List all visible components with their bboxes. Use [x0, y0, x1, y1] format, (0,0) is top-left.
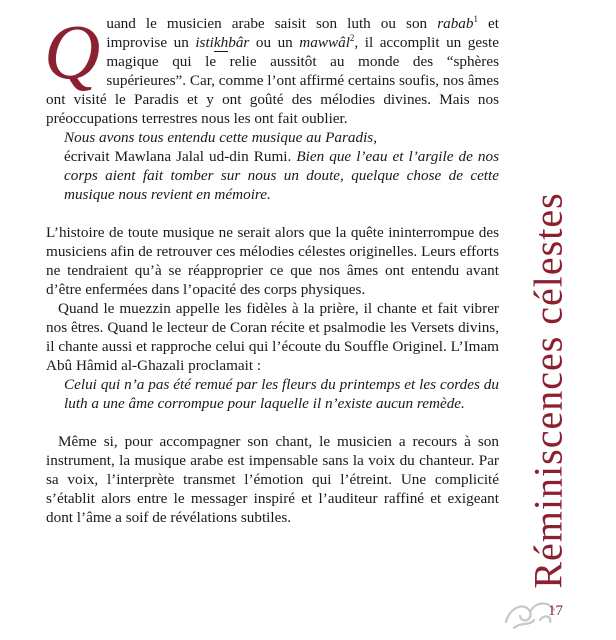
- chapter-side-title: [525, 191, 571, 589]
- term-rabab: rabab: [437, 15, 474, 32]
- chapter-title-text: Réminiscences célestes: [525, 191, 571, 589]
- paragraph-gap: [46, 413, 499, 432]
- footnote-ref-2: 2: [349, 32, 355, 43]
- p1-text-b: et improvise un: [106, 15, 499, 51]
- paragraph-1: [44, 8, 500, 128]
- paragraph-3: Quand le muezzin appelle les fidèles à la prière, il chante et fait vibrer nos êtres. Quand le lecteur de Coran récite et psalmodie les Versets divins, il chante aussi et rapproche celui qui l’écoute du Souffle Originel. L’Imam Abû Hâmid al-Ghazali proclamait :: [46, 300, 499, 374]
- quote-rumi-a: Nous avons tous entendu cette musique au Paradis,: [64, 129, 377, 146]
- term-istikhbar: [195, 34, 249, 52]
- page-number: 17: [548, 603, 563, 619]
- p1-text-a: uand le musicien arabe saisit son luth ou son: [106, 15, 438, 32]
- quote-rumi-attribution: écrivait Mawlana Jalal ud-din Rumi.: [64, 148, 292, 165]
- p1-text-d: , il accomplit un geste magique qui le relie aussitôt au monde des “sphères supérieures”. Car, comme l’ont affirmé certains soufis, nos âmes ont visité le Paradis et y ont goûté des mélodies divines. Mais nos préoccupations terrestres nous les ont fait oublier.: [46, 34, 500, 127]
- term-mawwal: mawwâl: [299, 34, 350, 51]
- istikhbar-post: bâr: [228, 34, 250, 51]
- quote-rumi-c: Bien que l’eau et l’argile de nos corps aient fait tomber sur nous un doute, quelque chose de cette musique nous revient en mémoire.: [64, 148, 500, 203]
- quote-ghazali: Celui qui n’a pas été remué par les fleurs du printemps et les cordes du luth a une âme corrompue pour laquelle il n’existe aucun remède.: [64, 376, 499, 412]
- istikhbar-pre: isti: [195, 34, 214, 51]
- p1-text-c: ou un: [249, 34, 300, 51]
- quote-rumi: [64, 128, 499, 204]
- paragraph-2: L’histoire de toute musique ne serait alors que la quête ininterrompue des musiciens afin de retrouver ces mélodies célestes originelles. Leurs efforts ne tendraient qu’à se réapproprier ce que nos âmes ont entendu avant d’être enfermées dans l’opacité des corps physiques.: [46, 224, 499, 298]
- body-text: [44, 8, 500, 527]
- drop-cap: Q: [44, 8, 101, 95]
- istikhbar-kh: kh: [213, 34, 229, 51]
- paragraph-4: Même si, pour accompagner son chant, le musicien a recours à son instrument, la musique arabe est impensable sans la voix du chanteur. Par sa voix, l’interprète transmet l’émotion qui l’étreint. Une complicité s’établit alors entre le messager inspiré et l’auditeur raffiné et exigeant dont l’âme a soif de révélations subtiles.: [46, 433, 499, 526]
- footnote-ref-1: 1: [473, 13, 478, 24]
- paragraph-gap: [46, 204, 499, 223]
